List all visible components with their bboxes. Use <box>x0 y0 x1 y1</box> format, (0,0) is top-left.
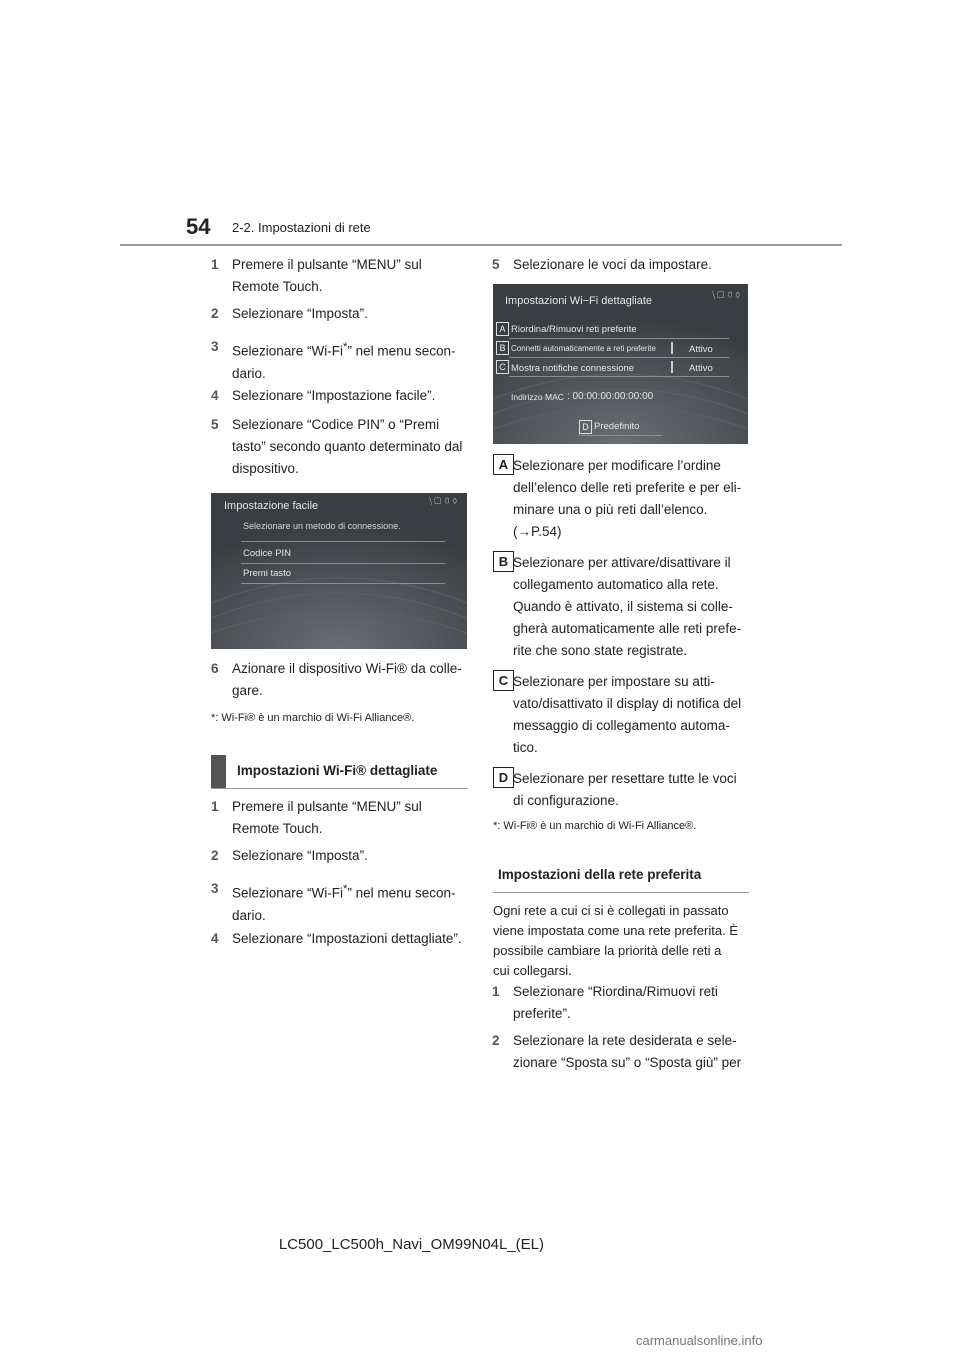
row-auto-connect[interactable]: Connetti automaticamente a reti preferite <box>511 344 656 353</box>
divider <box>578 435 662 436</box>
step-4 <box>211 385 436 407</box>
step-4 <box>211 928 462 950</box>
para-line: viene impostata come una rete preferita. È <box>493 923 738 938</box>
step-number: 1 <box>211 257 219 272</box>
row-show-notifications[interactable]: Mostra notifiche connessione <box>511 363 635 374</box>
step-number: 3 <box>211 881 219 896</box>
value-separator <box>671 361 673 373</box>
step-number: 4 <box>211 388 219 403</box>
desc-line: (→P.54) <box>513 524 562 539</box>
divider <box>509 338 729 339</box>
label-d: D <box>493 767 514 788</box>
step-5-right <box>492 254 712 276</box>
desc-line: tico. <box>513 740 538 755</box>
step-text: gare. <box>232 683 263 698</box>
label-b: B <box>493 551 514 572</box>
desc-line: messaggio di collegamento automa- <box>513 718 730 733</box>
footnote: *: Wi-Fi® è un marchio di Wi-Fi Alliance®. <box>493 820 697 832</box>
para-line: cui collegarsi. <box>493 963 572 978</box>
divider <box>241 583 445 584</box>
step-text: Selezionare “Impostazioni dettagliate”. <box>232 931 462 946</box>
divider <box>509 376 729 377</box>
step-number: 2 <box>211 306 219 321</box>
step-text: Azionare il dispositivo Wi-Fi® da colle- <box>232 661 462 676</box>
step-1-right <box>492 981 718 1025</box>
step-6 <box>211 658 462 702</box>
watermark: carmanualsonline.info <box>636 1333 763 1348</box>
option-premi-tasto[interactable]: Premi tasto <box>243 568 292 579</box>
desc-line: di configurazione. <box>513 793 619 808</box>
desc-line: minare una o più reti dall’elenco. <box>513 502 708 517</box>
option-codice-pin[interactable]: Codice PIN <box>243 548 292 559</box>
step-number: 6 <box>211 661 219 676</box>
row-reorder-remove[interactable]: Riordina/Rimuovi reti preferite <box>511 324 637 335</box>
step-number: 2 <box>492 1033 500 1048</box>
desc-line: Selezionare per impostare su atti- <box>513 674 715 689</box>
heading-wifi-detailed <box>211 755 468 789</box>
description-a <box>513 455 741 543</box>
step-number: 5 <box>211 417 219 432</box>
intro-paragraph <box>493 901 738 981</box>
step-number: 1 <box>492 984 500 999</box>
desc-line: Selezionare per attivare/disattivare il <box>513 555 731 570</box>
value-separator <box>671 342 673 354</box>
step-3 <box>211 336 456 385</box>
step-text: dario. <box>232 907 266 923</box>
step-text: zionare “Sposta su” o “Sposta giù” per <box>513 1055 742 1070</box>
divider <box>241 563 445 564</box>
step-text: dario. <box>232 365 266 381</box>
callout-c: C <box>496 360 509 374</box>
step-text: Selezionare “Impostazione facile”. <box>232 388 436 403</box>
auto-connect-value: Attivo <box>689 344 713 355</box>
step-text: dispositivo. <box>232 461 299 476</box>
para-line: possibile cambiare la priorità delle reti a <box>493 943 722 958</box>
step-text: Premere il pulsante “MENU” sul <box>232 257 422 272</box>
description-d <box>513 768 737 812</box>
step-text: Premere il pulsante “MENU” sul <box>232 799 422 814</box>
page-number: 54 <box>186 214 211 239</box>
default-button[interactable]: Predefinito <box>594 421 640 432</box>
step-1 <box>211 796 422 840</box>
step-text: tasto” secondo quanto determinato dal <box>232 439 463 454</box>
document-code: LC500_LC500h_Navi_OM99N04L_(EL) <box>278 1236 544 1253</box>
step-text: preferite”. <box>513 1006 571 1021</box>
footnote: *: Wi-Fi® è un marchio di Wi-Fi Alliance®. <box>211 712 415 724</box>
step-text: Selezionare “Imposta”. <box>232 306 368 321</box>
heading-text: Impostazioni Wi-Fi® dettagliate <box>237 763 438 778</box>
para-line: Ogni rete a cui ci si è collegati in passato <box>493 903 729 918</box>
step-text: Selezionare le voci da impostare. <box>513 257 712 272</box>
heading-text: Impostazioni della rete preferita <box>498 867 702 882</box>
step-number: 5 <box>492 257 500 272</box>
description-c <box>513 671 741 759</box>
callout-d: D <box>579 420 592 434</box>
step-text: Remote Touch. <box>232 821 323 836</box>
screen-title: Impostazioni Wi−Fi dettagliate <box>505 295 653 307</box>
header-rule <box>120 244 842 246</box>
divider <box>509 357 729 358</box>
step-number: 4 <box>211 931 219 946</box>
status-icons: ⧹▢▯◊ <box>429 496 459 506</box>
notifications-value: Attivo <box>689 363 713 374</box>
step-3 <box>211 878 456 927</box>
step-text: Selezionare “Wi-Fi*” nel menu secon- <box>232 341 456 359</box>
screenshot-wifi-detailed <box>493 284 748 444</box>
desc-line: Selezionare per modificare l’ordine <box>513 458 721 473</box>
divider <box>241 541 445 542</box>
heading-preferred-network <box>493 859 749 893</box>
desc-line: Selezionare per resettare tutte le voci <box>513 771 737 786</box>
step-2-right <box>492 1030 742 1074</box>
step-text: Selezionare “Wi-Fi*” nel menu secon- <box>232 883 456 901</box>
step-number: 1 <box>211 799 219 814</box>
desc-line: Quando è attivato, il sistema si colle- <box>513 599 733 614</box>
step-text: Remote Touch. <box>232 279 323 294</box>
step-1 <box>211 254 422 298</box>
callout-a: A <box>496 322 509 336</box>
step-number: 2 <box>211 848 219 863</box>
step-text: Selezionare la rete desiderata e sele- <box>513 1033 737 1048</box>
callout-b: B <box>496 341 509 355</box>
description-b <box>513 552 741 662</box>
heading-bar <box>211 755 226 788</box>
screen-title: Impostazione facile <box>224 500 319 512</box>
status-icons: ⧹▢▯◊ <box>712 290 742 300</box>
desc-line: vato/disattivato il display di notifica del <box>513 696 742 711</box>
step-number: 3 <box>211 339 219 354</box>
mac-label: Indirizzo MAC <box>511 392 564 402</box>
step-5 <box>211 414 463 480</box>
step-text: Selezionare “Codice PIN” o “Premi <box>232 417 440 432</box>
step-2 <box>211 845 368 867</box>
step-2 <box>211 303 368 325</box>
screenshot-easy-setup <box>211 493 467 649</box>
step-text: Selezionare “Imposta”. <box>232 848 368 863</box>
desc-line: gherà automaticamente alle reti prefe- <box>513 621 742 636</box>
desc-line: collegamento automatico alla rete. <box>513 577 719 592</box>
screen-subtitle: Selezionare un metodo di connessione. <box>243 521 401 531</box>
desc-line: dell’elenco delle reti preferite e per eli- <box>513 480 742 495</box>
label-a: A <box>493 454 514 475</box>
mac-value: : 00:00:00:00:00:00 <box>567 391 654 402</box>
step-text: Selezionare “Riordina/Rimuovi reti <box>513 984 718 999</box>
label-c: C <box>493 670 514 691</box>
desc-line: rite che sono state registrate. <box>513 643 688 658</box>
section-title: 2-2. Impostazioni di rete <box>232 220 371 235</box>
